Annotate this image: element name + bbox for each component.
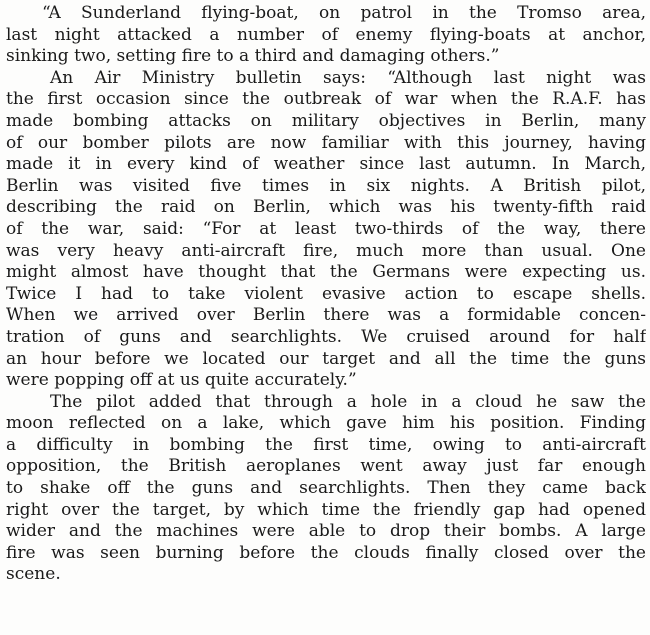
article-line: Twice I had to take violent evasive action to escape shells.	[6, 283, 646, 304]
article-line: sinking two, setting fire to a third and damaging others.”	[6, 46, 500, 67]
article-column	[6, 3, 646, 586]
article-line: was very heavy anti-aircraft fire, much more than usual. One	[6, 240, 646, 261]
article-line: of the war, said: “For at least two-thirds of the way, there	[6, 218, 646, 239]
article-line: scene.	[6, 564, 61, 585]
article-line: last night attacked a number of enemy flying-boats at anchor,	[6, 24, 646, 45]
article-line: an hour before we located our target and all the time the guns	[6, 348, 646, 369]
article-line: Berlin was visited five times in six nights. A British pilot,	[6, 175, 646, 196]
article-line: might almost have thought that the Germans were expecting us.	[6, 262, 646, 283]
article-line: “A Sunderland flying-boat, on patrol in the Tromso area,	[42, 3, 646, 23]
article-line: An Air Ministry bulletin says: “Although last night was	[50, 67, 646, 88]
article-line: were popping off at us quite accurately.”	[6, 370, 357, 391]
article-line: the first occasion since the outbreak of war when the R.A.F. has	[6, 89, 646, 110]
article-paragraph	[6, 68, 646, 392]
article-line: tration of guns and searchlights. We cruised around for half	[6, 326, 646, 347]
article-line: When we arrived over Berlin there was a formidable concen-	[6, 305, 646, 326]
article-line: opposition, the British aeroplanes went away just far enough	[6, 456, 646, 477]
article-line: a difficulty in bombing the first time, owing to anti-aircraft	[6, 434, 646, 455]
article-line: made it in every kind of weather since last autumn. In March,	[6, 154, 646, 175]
article-paragraph	[6, 3, 646, 68]
article-line: The pilot added that through a hole in a cloud he saw the	[50, 391, 646, 412]
article-line: fire was seen burning before the clouds finally closed over the	[6, 542, 646, 563]
article-line: right over the target, by which time the friendly gap had opened	[6, 499, 646, 520]
article-paragraph	[6, 392, 646, 586]
article-line: moon reflected on a lake, which gave him his position. Finding	[6, 413, 646, 434]
article-line: of our bomber pilots are now familiar with this journey, having	[6, 132, 646, 153]
article-line: describing the raid on Berlin, which was his twenty-fifth raid	[6, 197, 646, 218]
article-line: wider and the machines were able to drop their bombs. A large	[6, 521, 646, 542]
article-line: to shake off the guns and searchlights. Then they came back	[6, 478, 646, 499]
article-line: made bombing attacks on military objectives in Berlin, many	[6, 110, 646, 131]
